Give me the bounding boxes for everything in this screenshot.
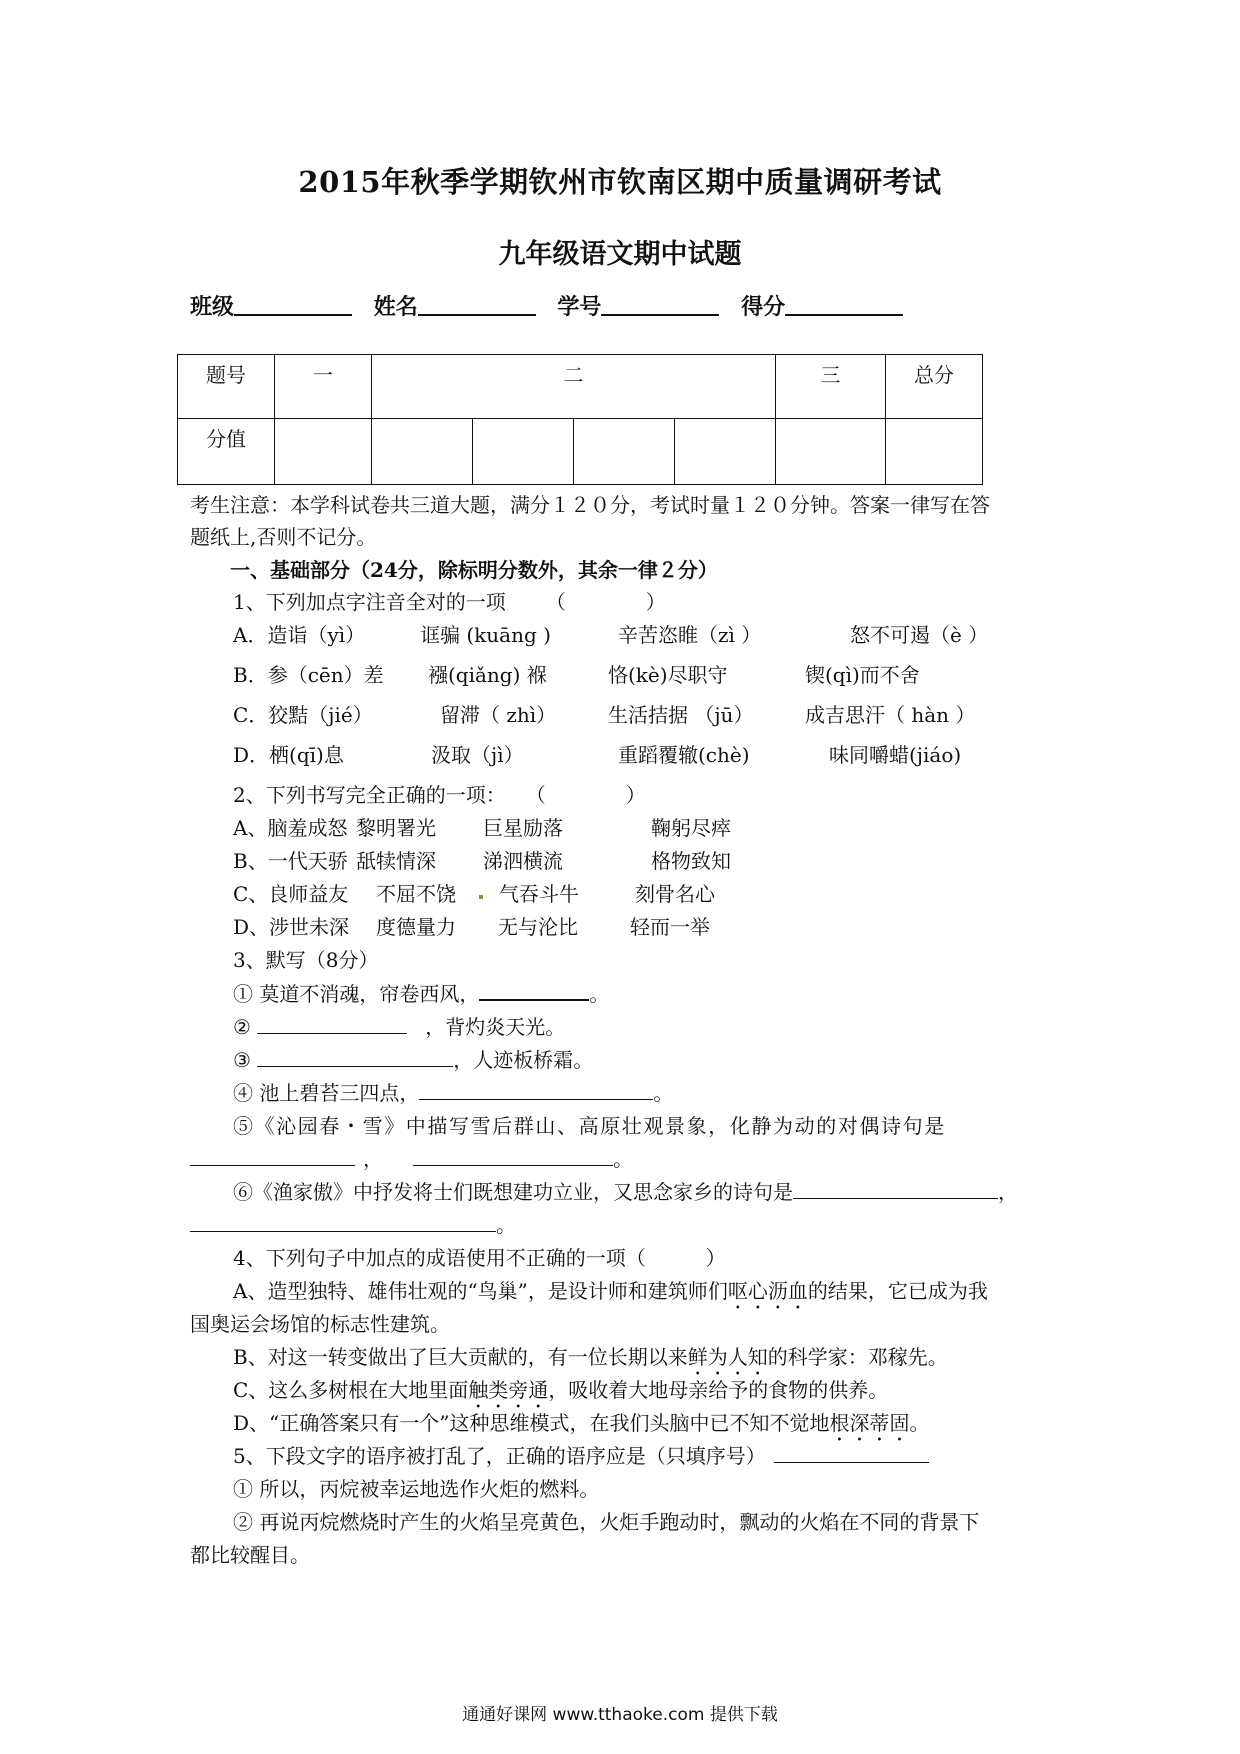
cell-part-2: 二 [372, 355, 776, 419]
class-field [190, 290, 352, 321]
score-cell[interactable] [886, 419, 983, 485]
q1-b-2: 襁(qiǎng) 褓 [428, 663, 547, 687]
q4-option-c [233, 1377, 888, 1413]
notice-line-1: 考生注意：本学科试卷共三道大题，满分１２０分，考试时量１２０分钟。答案一律写在答 [190, 493, 990, 517]
page-footer: 通通好课网 www.tthaoke.com 提供下载 [462, 1705, 778, 1725]
q1-stem-text: 1、下列加点字注音全对的一项 [233, 590, 506, 614]
q4-option-b [233, 1344, 948, 1380]
student-id-label: 学号 [557, 294, 602, 320]
q3-item-5: ⑤《沁园春・雪》中描写雪后群山、高原壮观景象，化静为动的对偶诗句是 [233, 1114, 946, 1138]
q2-b-1: B、一代天骄 [233, 849, 348, 873]
q1-d-4: 味同嚼蜡(jiáo) [829, 743, 962, 767]
q4-b-text-end: 的科学家：邓稼先。 [767, 1345, 948, 1369]
q2-c-4: 刻骨名心 [635, 882, 715, 906]
q3-item-4-end: 。 [653, 1081, 674, 1105]
q4-a-idiom: 呕心沥血 [727, 1279, 808, 1303]
cell-part-1: 一 [275, 355, 372, 419]
q3-item-6-text: ⑥《渔家傲》中抒发将士们既想建功立业，又思念家乡的诗句是 [233, 1180, 793, 1204]
q1-a-4: 怒不可遏（è ） [850, 623, 989, 647]
student-id-blank[interactable] [601, 292, 719, 316]
class-blank[interactable] [234, 292, 352, 316]
q3-blank-5b[interactable] [413, 1147, 613, 1166]
q3-item-6-end: 。 [496, 1213, 516, 1237]
q4-stem: 4、下列句子中加点的成语使用不正确的一项（ ） [233, 1246, 726, 1270]
exam-subtitle: 九年级语文期中试题 [498, 239, 742, 270]
q1-a-2: 诓骗 (kuāng ) [420, 623, 551, 647]
notice-line-2: 题纸上,否则不记分。 [190, 525, 377, 549]
q4-option-a-cont: 国奥运会场馆的标志性建筑。 [190, 1312, 450, 1336]
section-1-title: 一、基础部分（24分，除标明分数外，其余一律２分） [230, 558, 718, 582]
q3-stem: 3、默写（8分） [233, 948, 379, 972]
q3-blank-4[interactable] [419, 1081, 653, 1100]
score-table [177, 354, 983, 485]
q2-a-4: 鞠躬尽瘁 [651, 816, 731, 840]
q5-item-1: ① 所以，丙烷被幸运地选作火炬的燃料。 [233, 1477, 600, 1501]
q3-blank-1[interactable] [479, 981, 589, 1001]
q1-d-2: 汲取（jì） [431, 743, 524, 767]
q1-c-3: 生活拮据 （jū） [608, 703, 754, 727]
q2-d-2: 度德量力 [376, 915, 456, 939]
name-label: 姓名 [373, 294, 418, 320]
q1-a-1: A．造诣（yì） [233, 623, 366, 647]
q2-c-2: 不屈不饶 [376, 882, 456, 906]
score-cell[interactable] [574, 419, 675, 485]
q2-a-3: 巨星励落 [483, 816, 563, 840]
q4-b-idiom: 鲜为人知 [687, 1345, 768, 1369]
q3-item-6-comma: ， [998, 1180, 1018, 1204]
q4-option-d [233, 1410, 929, 1446]
q2-d-1: D、涉世未深 [233, 915, 350, 939]
q3-item-1-text: ① 莫道不消魂，帘卷西风， [233, 982, 480, 1006]
q4-option-a [233, 1278, 988, 1314]
q1-b-1: B．参（cēn）差 [233, 663, 384, 687]
q3-item-5-comma: ， [363, 1147, 383, 1171]
q4-a-text-end: 的结果，它已成为我 [807, 1279, 988, 1303]
stray-dot-icon [473, 881, 489, 907]
student-id-field [557, 290, 719, 321]
q3-item-4 [233, 1080, 673, 1106]
exam-title: 2015年秋季学期钦州市钦南区期中质量调研考试 [298, 165, 942, 199]
q3-item-6-blank [190, 1212, 516, 1238]
cell-total: 总分 [886, 355, 983, 419]
q4-d-text-end: 。 [909, 1411, 930, 1435]
q2-stem [233, 782, 646, 808]
q1-answer-paren[interactable]: （ ） [545, 590, 666, 614]
q3-blank-2[interactable] [257, 1015, 407, 1034]
q2-b-4: 格物致知 [651, 849, 731, 873]
q3-blank-5a[interactable] [190, 1147, 355, 1166]
q1-stem [233, 589, 666, 615]
student-info-row [190, 290, 917, 321]
q2-stem-text: 2、下列书写完全正确的一项： [233, 783, 506, 807]
q4-a-text: A、造型独特、雄伟壮观的“鸟巢”，是设计师和建筑师们 [233, 1279, 728, 1303]
q4-b-text: B、对这一转变做出了巨大贡献的，有一位长期以来 [233, 1345, 688, 1369]
q3-item-3-text: ，人迹板桥霜。 [453, 1048, 594, 1072]
score-cell[interactable] [473, 419, 574, 485]
q5-item-2-cont: 都比较醒目。 [190, 1543, 310, 1567]
score-cell[interactable] [776, 419, 886, 485]
cell-question-no: 题号 [178, 355, 275, 419]
score-table-header-row [178, 355, 983, 419]
q5-stem [233, 1443, 929, 1469]
q3-blank-6a[interactable] [793, 1180, 998, 1199]
q1-d-1: D．栖(qī)息 [233, 743, 344, 767]
q1-c-1: C．狡黠（jié） [233, 703, 373, 727]
q3-item-5-end: 。 [613, 1147, 633, 1171]
q3-item-4-text: ④ 池上碧苔三四点， [233, 1081, 420, 1105]
q2-b-2: 舐犊情深 [356, 849, 436, 873]
q4-c-idiom: 触类旁通 [468, 1378, 549, 1402]
score-cell[interactable] [675, 419, 776, 485]
q4-c-text-end: ，吸收着大地母亲给予的食物的供养。 [548, 1378, 889, 1402]
name-field [374, 290, 536, 321]
q3-item-2 [233, 1014, 565, 1040]
q5-stem-text: 5、下段文字的语序被打乱了，正确的语序应是（只填序号） [233, 1444, 766, 1468]
q4-c-text: C、这么多树根在大地里面 [233, 1378, 469, 1402]
q2-c-3: 气吞斗牛 [499, 882, 579, 906]
q1-b-3: 恪(kè)尽职守 [608, 663, 728, 687]
score-field [741, 290, 903, 321]
q2-d-4: 轻而一举 [630, 915, 710, 939]
score-cell[interactable] [275, 419, 372, 485]
q2-c-1: C、良师益友 [233, 882, 349, 906]
q3-item-2-num: ② [233, 1015, 258, 1039]
q2-answer-paren[interactable]: （ ） [535, 783, 646, 807]
cell-score-label: 分值 [178, 419, 275, 485]
q2-d-3: 无与沦比 [498, 915, 578, 939]
q1-a-3: 辛苦恣睢（zì ） [618, 623, 762, 647]
q1-c-4: 成吉思汗（ hàn ） [805, 703, 976, 727]
q3-item-3-num: ③ [233, 1048, 258, 1072]
q3-item-5-blanks [190, 1146, 633, 1172]
q2-b-3: 涕泗横流 [483, 849, 563, 873]
q1-d-3: 重蹈覆辙(chè) [618, 743, 750, 767]
cell-part-3: 三 [776, 355, 886, 419]
name-blank[interactable] [418, 292, 536, 316]
q3-item-1 [233, 981, 609, 1007]
q3-item-3 [233, 1047, 593, 1073]
score-blank[interactable] [785, 292, 903, 316]
q5-item-2: ② 再说丙烷燃烧时产生的火焰呈亮黄色，火炬手跑动时，飘动的火焰在不同的背景下 [233, 1510, 980, 1534]
q3-item-6 [233, 1179, 1018, 1205]
q2-a-1: A、脑羞成怒 [233, 816, 348, 840]
score-cell[interactable] [372, 419, 473, 485]
score-table-value-row [178, 419, 983, 485]
q3-item-1-end: 。 [589, 982, 610, 1006]
q1-c-2: 留滞（ zhì） [440, 703, 557, 727]
q3-item-2-text: ，背灼炎天光。 [425, 1015, 566, 1039]
q1-b-4: 锲(qì)而不舍 [805, 663, 920, 687]
q2-a-2: 黎明署光 [356, 816, 436, 840]
q4-d-text: D、“正确答案只有一个”这种思维模式，在我们头脑中已不知不觉地 [233, 1411, 830, 1435]
q3-blank-3[interactable] [257, 1048, 453, 1067]
class-label: 班级 [190, 294, 235, 320]
q5-answer-blank[interactable] [774, 1444, 929, 1463]
score-label: 得分 [741, 294, 786, 320]
q3-blank-6b[interactable] [190, 1213, 496, 1232]
q4-d-idiom: 根深蒂固 [829, 1411, 910, 1435]
